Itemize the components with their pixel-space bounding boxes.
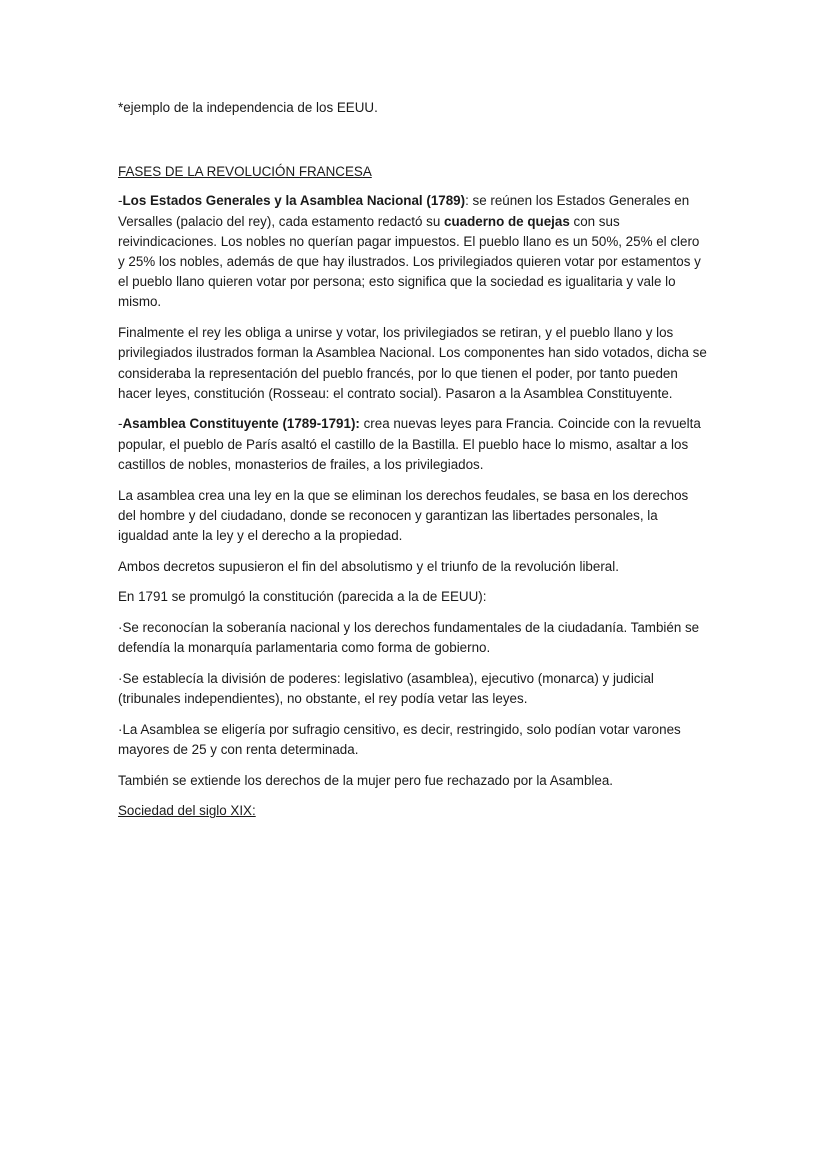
phase-1-bold-term: cuaderno de quejas [444,213,570,229]
paragraph-decrees: Ambos decretos supusieron el fin del absolutismo y el triunfo de la revolución liberal. [118,558,619,574]
phase-2-title: Asamblea Constituyente (1789-1791): [122,416,360,432]
phase-1-paragraph [118,191,708,312]
phase-2-text: crea nuevas leyes para Francia. Coincide con la revuelta popular, el pueblo de París asaltó el castillo de la Bastilla. El pueblo hace lo mismo, asaltar a los castillos de nobles, monasterios de frailes, a los privilegiados. [118,416,701,472]
section-heading: FASES DE LA REVOLUCIÓN FRANCESA [118,164,372,180]
paragraph-women-rights: También se extiende los derechos de la mujer pero fue rechazado por la Asamblea. [118,772,614,788]
paragraph-constitution-1791: En 1791 se promulgó la constitución (parecida a la de EEUU): [118,589,487,605]
phase-1-text-a: : se reúnen los Estados Generales en Versalles (palacio del rey), cada estamento redactó su [118,193,690,229]
document-page [118,98,708,831]
bullet-item: ·Se establecía la división de poderes: legislativo (asamblea), ejecutivo (monarca) y judicial (tribunales independientes), no obstante, el rey podía vetar las leyes. [118,670,654,707]
bullet-item: ·Se reconocían la soberanía nacional y los derechos fundamentales de la ciudadanía. También se defendía la monarquía parlamentaria como forma de gobierno. [118,620,700,656]
paragraph-national-assembly: Finalmente el rey les obliga a unirse y votar, los privilegiados se retiran, y el pueblo llano y los privilegiados ilustrados forman la Asamblea Nacional. Los componentes han sido votados, dicha se consideraba la representación del pueblo francés, por lo que tienen el poder, por tanto pueden hacer leyes, constitución (Rosseau: el contrato social). Pasaron a la Asamblea Constituyente. [118,325,707,401]
phase-1-title: Los Estados Generales y la Asamblea Nacional (1789) [122,193,466,209]
phase-2-dash: - [118,416,123,432]
phase-2-paragraph [118,414,708,475]
phase-1-text-b: con sus reivindicaciones. Los nobles no querían pagar impuestos. El pueblo llano es un 50%, 25% el clero y 25% los nobles, además de que hay ilustrados. Los privilegiados quieren votar por estamentos y el pueblo llano quieren votar por persona; esto significa que la sociedad es igualitaria y vale lo mismo. [118,213,701,310]
phase-1-dash: - [118,193,123,209]
subheading-society: Sociedad del siglo XIX: [118,803,256,819]
bullet-item: ·La Asamblea se eligería por sufragio censitivo, es decir, restringido, solo podían votar varones mayores de 25 y con renta determinada. [118,721,681,758]
intro-note: *ejemplo de la independencia de los EEUU. [118,100,378,115]
paragraph-feudal-rights: La asamblea crea una ley en la que se eliminan los derechos feudales, se basa en los derechos del hombre y del ciudadano, donde se reconocen y garantizan las libertades personales, la igualdad ante la ley y el derecho a la propiedad. [118,487,689,543]
